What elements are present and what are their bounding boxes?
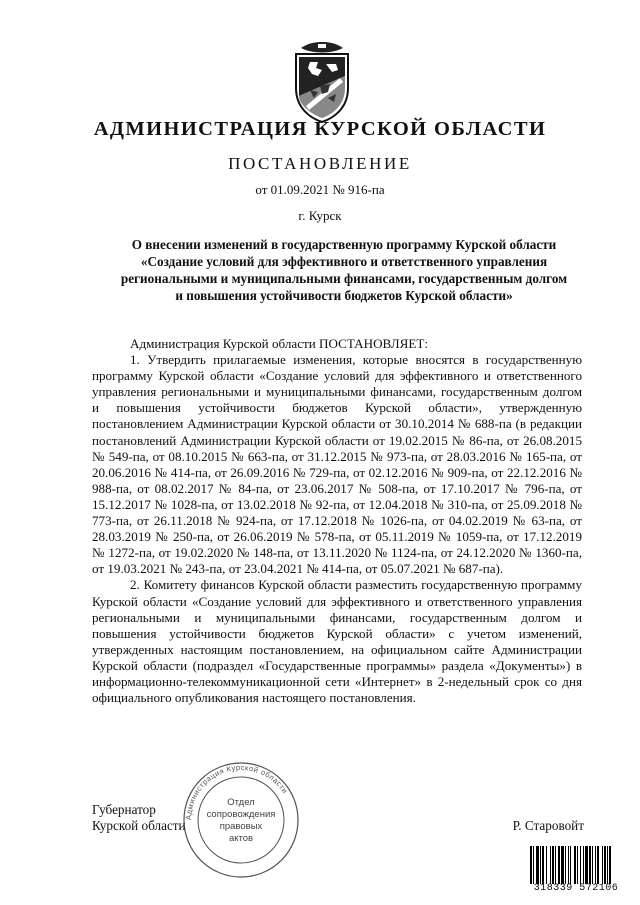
barcode-bar: [585, 846, 588, 884]
barcode-bar: [570, 846, 571, 884]
document-body: [92, 336, 582, 706]
document-type: ПОСТАНОВЛЕНИЕ: [228, 154, 412, 173]
barcode-bar: [595, 846, 596, 884]
barcode-bar: [546, 846, 547, 884]
barcode: [530, 846, 622, 884]
barcode-bar: [602, 846, 603, 884]
barcode-bar: [561, 846, 564, 884]
item-1: 1. Утвердить прилагаемые изменения, которые вносятся в государственную программу Курской области «Создание условий для эффективного и ответственного управления региональными и муниципальными финансами, государственным долгом и повышения устойчивости бюджетов Курской области», утвержденную постановлением Администрации Курской области от 30.10.2014 № 688-па (в редакции постановлений Администрации Курской области от 19.02.2015 № 86-па, от 26.08.2015 № 549-па, от 08.10.2015 № 663-па, от 31.12.2015 № 973-па, от 28.03.2016 № 165-па, от 20.06.2016 № 414-па, от 26.09.2016 № 729-па, от 02.12.2016 № 909-па, от 22.12.2016 № 988-па, от 08.02.2017 № 84-па, от 23.06.2017 № 508-па, от 17.10.2017 № 796-па, от 15.12.2017 № 1028-па, от 13.02.2018 № 92-па, от 12.04.2018 № 310-па, от 25.09.2018 № 773-па, от 26.11.2018 № 924-па, от 17.12.2018 № 1026-па, от 04.02.2019 № 63-па, от 28.03.2019 № 250-па, от 26.06.2019 № 578-па, от 05.11.2019 № 1059-па, от 17.12.2019 № 1272-па, от 19.02.2020 № 148-па, от 13.11.2020 № 1124-па, от 24.12.2020 № 1360-па, от 19.03.2021 № 243-па, от 23.04.2021 № 414-па, от 05.07.2021 № 687-па).: [92, 352, 582, 577]
barcode-bar: [542, 846, 544, 884]
signatory-position: [92, 802, 186, 834]
stamp-seal: [176, 760, 306, 880]
subject-line: «Создание условий для эффективного и ответственного управления: [140, 254, 548, 269]
stamp-ring-text: Администрация Курской области: [183, 762, 290, 821]
stamp-line: Отдел: [227, 797, 255, 808]
subject-line: и повышения устойчивости бюджетов Курской области»: [175, 288, 513, 303]
stamp-line: сопровождения: [206, 809, 276, 820]
barcode-bar: [533, 846, 534, 884]
barcode-bar: [552, 846, 554, 884]
document-city: г. Курск: [298, 208, 342, 223]
barcode-bar: [577, 846, 578, 884]
signatory-position-line: Губернатор: [92, 802, 156, 817]
barcode-bar: [540, 846, 541, 884]
organization-title: АДМИНИСТРАЦИЯ КУРСКОЙ ОБЛАСТИ: [93, 118, 547, 140]
subject-line: региональными и муниципальными финансами, государственным долгом: [120, 271, 568, 286]
barcode-bar: [607, 846, 608, 884]
barcode-bar: [583, 846, 584, 884]
barcode-bar: [609, 846, 611, 884]
barcode-bar: [574, 846, 576, 884]
barcode-bar: [565, 846, 566, 884]
barcode-bar: [536, 846, 539, 884]
document-subject: [108, 236, 580, 304]
stamp-line: правовых: [219, 821, 263, 832]
stamp-line: актов: [228, 833, 254, 844]
subject-line: О внесении изменений в государственную программу Курской области: [131, 237, 557, 252]
signatory-position-line: Курской области: [92, 818, 186, 833]
item-2: 2. Комитету финансов Курской области разместить государственную программу Курской области «Создание условий для эффективного и ответственного управления региональными и муниципальными финансами, государственным долгом и повышения устойчивости бюджетов Курской области» с учетом изменений, утвержденных настоящим постановлением, на официальном сайте Администрации Курской области (подраздел «Государственные программы» раздела «Документы») в информационно-телекоммуникационной сети «Интернет» в 2-недельный срок со дня официального опубликования настоящего постановления.: [92, 577, 582, 706]
document-date-number: от 01.09.2021 № 916-па: [255, 182, 385, 197]
coat-of-arms-icon: [292, 42, 352, 124]
barcode-bar: [568, 846, 569, 884]
signatory-name: Р. Старовойт: [512, 818, 584, 833]
barcode-bar: [597, 846, 599, 884]
barcode-bar: [589, 846, 591, 884]
barcode-bar: [604, 846, 606, 884]
barcode-number: 318339 572106: [533, 883, 619, 894]
barcode-bar: [555, 846, 556, 884]
barcode-bar: [580, 846, 581, 884]
barcode-bar: [558, 846, 560, 884]
preamble: Администрация Курской области ПОСТАНОВЛЯЕТ:: [130, 336, 429, 351]
barcode-bar: [550, 846, 551, 884]
barcode-bar: [530, 846, 532, 884]
barcode-bar: [592, 846, 593, 884]
